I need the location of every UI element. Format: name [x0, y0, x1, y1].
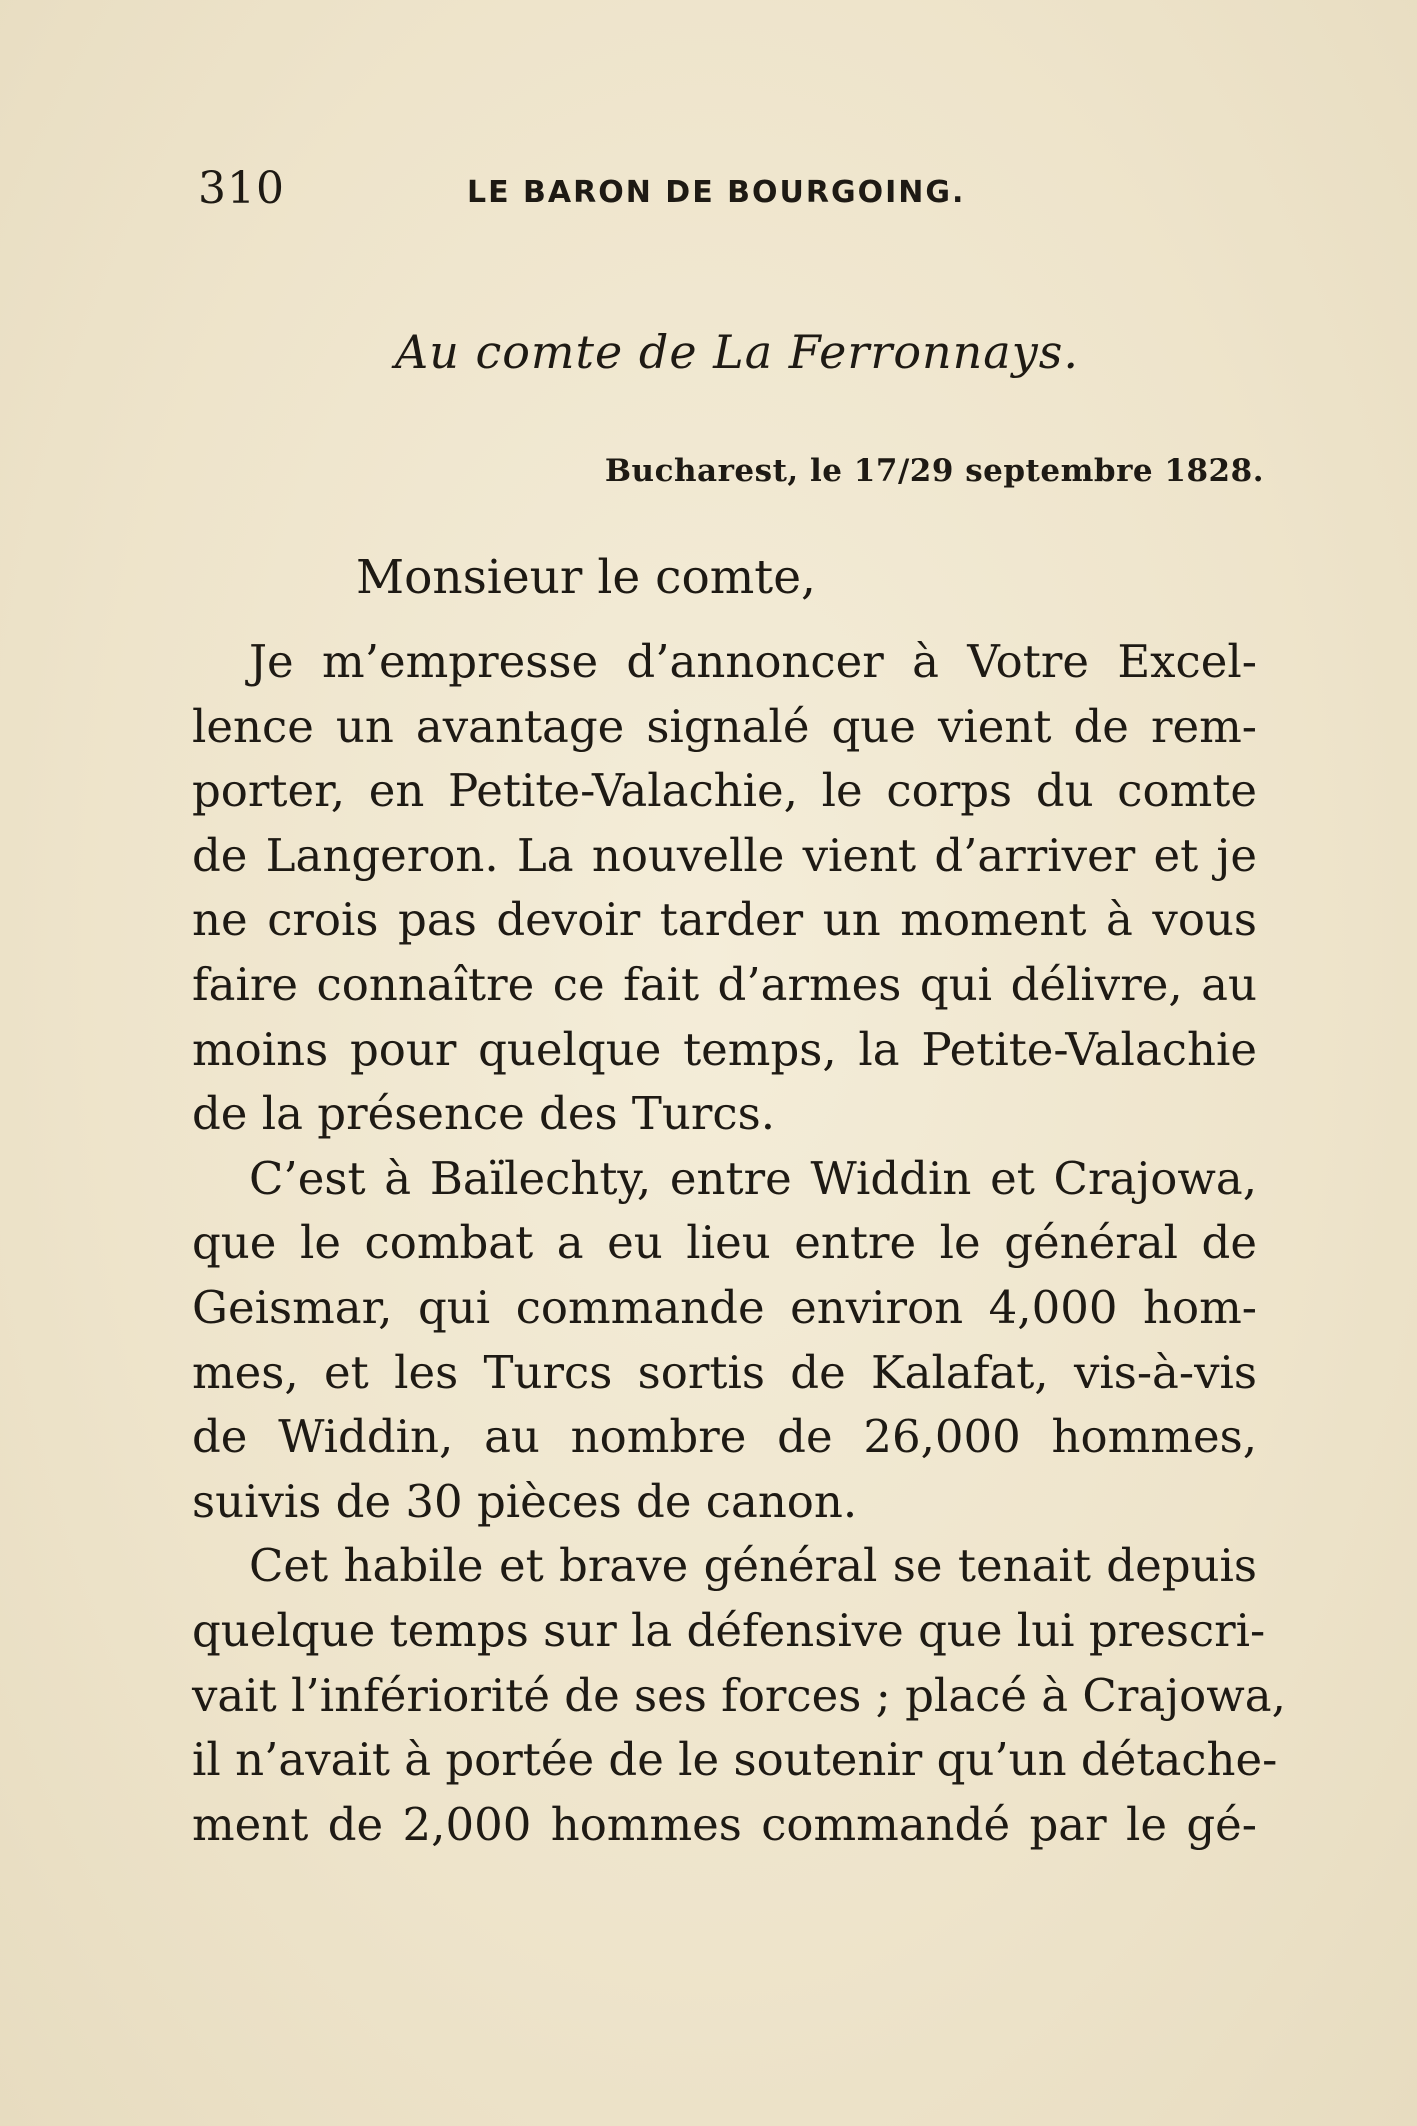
- text-line: il n’avait à portée de le soutenir qu’un détache-: [192, 1733, 1278, 1787]
- text-line: que le combat a eu lieu entre le général de: [192, 1216, 1257, 1270]
- text-line: Cet habile et brave général se tenait depuis: [249, 1539, 1257, 1593]
- letter-body: [192, 630, 1286, 1857]
- page-number: 310: [198, 163, 285, 214]
- text-line: de Widdin, au nombre de 26,000 hommes,: [192, 1410, 1257, 1464]
- text-line: lence un avantage signalé que vient de rem-: [192, 699, 1257, 753]
- text-line: suivis de 30 pièces de canon.: [192, 1474, 858, 1528]
- running-title: LE BARON DE BOURGOING.: [467, 175, 966, 210]
- text-line: moins pour quelque temps, la Petite-Valachie: [192, 1022, 1257, 1076]
- text-line: faire connaître ce fait d’armes qui délivre, au: [192, 957, 1257, 1011]
- text-line: mes, et les Turcs sortis de Kalafat, vis-à-vis: [192, 1345, 1257, 1399]
- text-line: de Langeron. La nouvelle vient d’arriver et je: [192, 828, 1257, 882]
- text-line: Je m’empresse d’annoncer à Votre Excel-: [249, 635, 1257, 688]
- text-line: porter, en Petite-Valachie, le corps du comte: [192, 764, 1257, 818]
- letter-addressee: Au comte de La Ferronnays.: [395, 325, 1079, 379]
- text-line: vait l’infériorité de ses forces ; placé à Crajowa,: [192, 1668, 1286, 1722]
- letter-greeting: Monsieur le comte,: [356, 550, 816, 605]
- text-line: de la présence des Turcs.: [192, 1087, 776, 1141]
- running-head: [0, 163, 1417, 223]
- letter-dateline: Bucharest, le 17/29 septembre 1828.: [604, 453, 1264, 489]
- text-line: C’est à Baïlechty, entre Widdin et Crajowa,: [249, 1151, 1257, 1205]
- text-line: Geismar, qui commande environ 4,000 hom-: [192, 1280, 1257, 1334]
- text-line: ment de 2,000 hommes commandé par le gé-: [192, 1797, 1257, 1851]
- text-line: ne crois pas devoir tarder un moment à vous: [192, 893, 1257, 947]
- text-line: quelque temps sur la défensive que lui prescri-: [192, 1603, 1266, 1657]
